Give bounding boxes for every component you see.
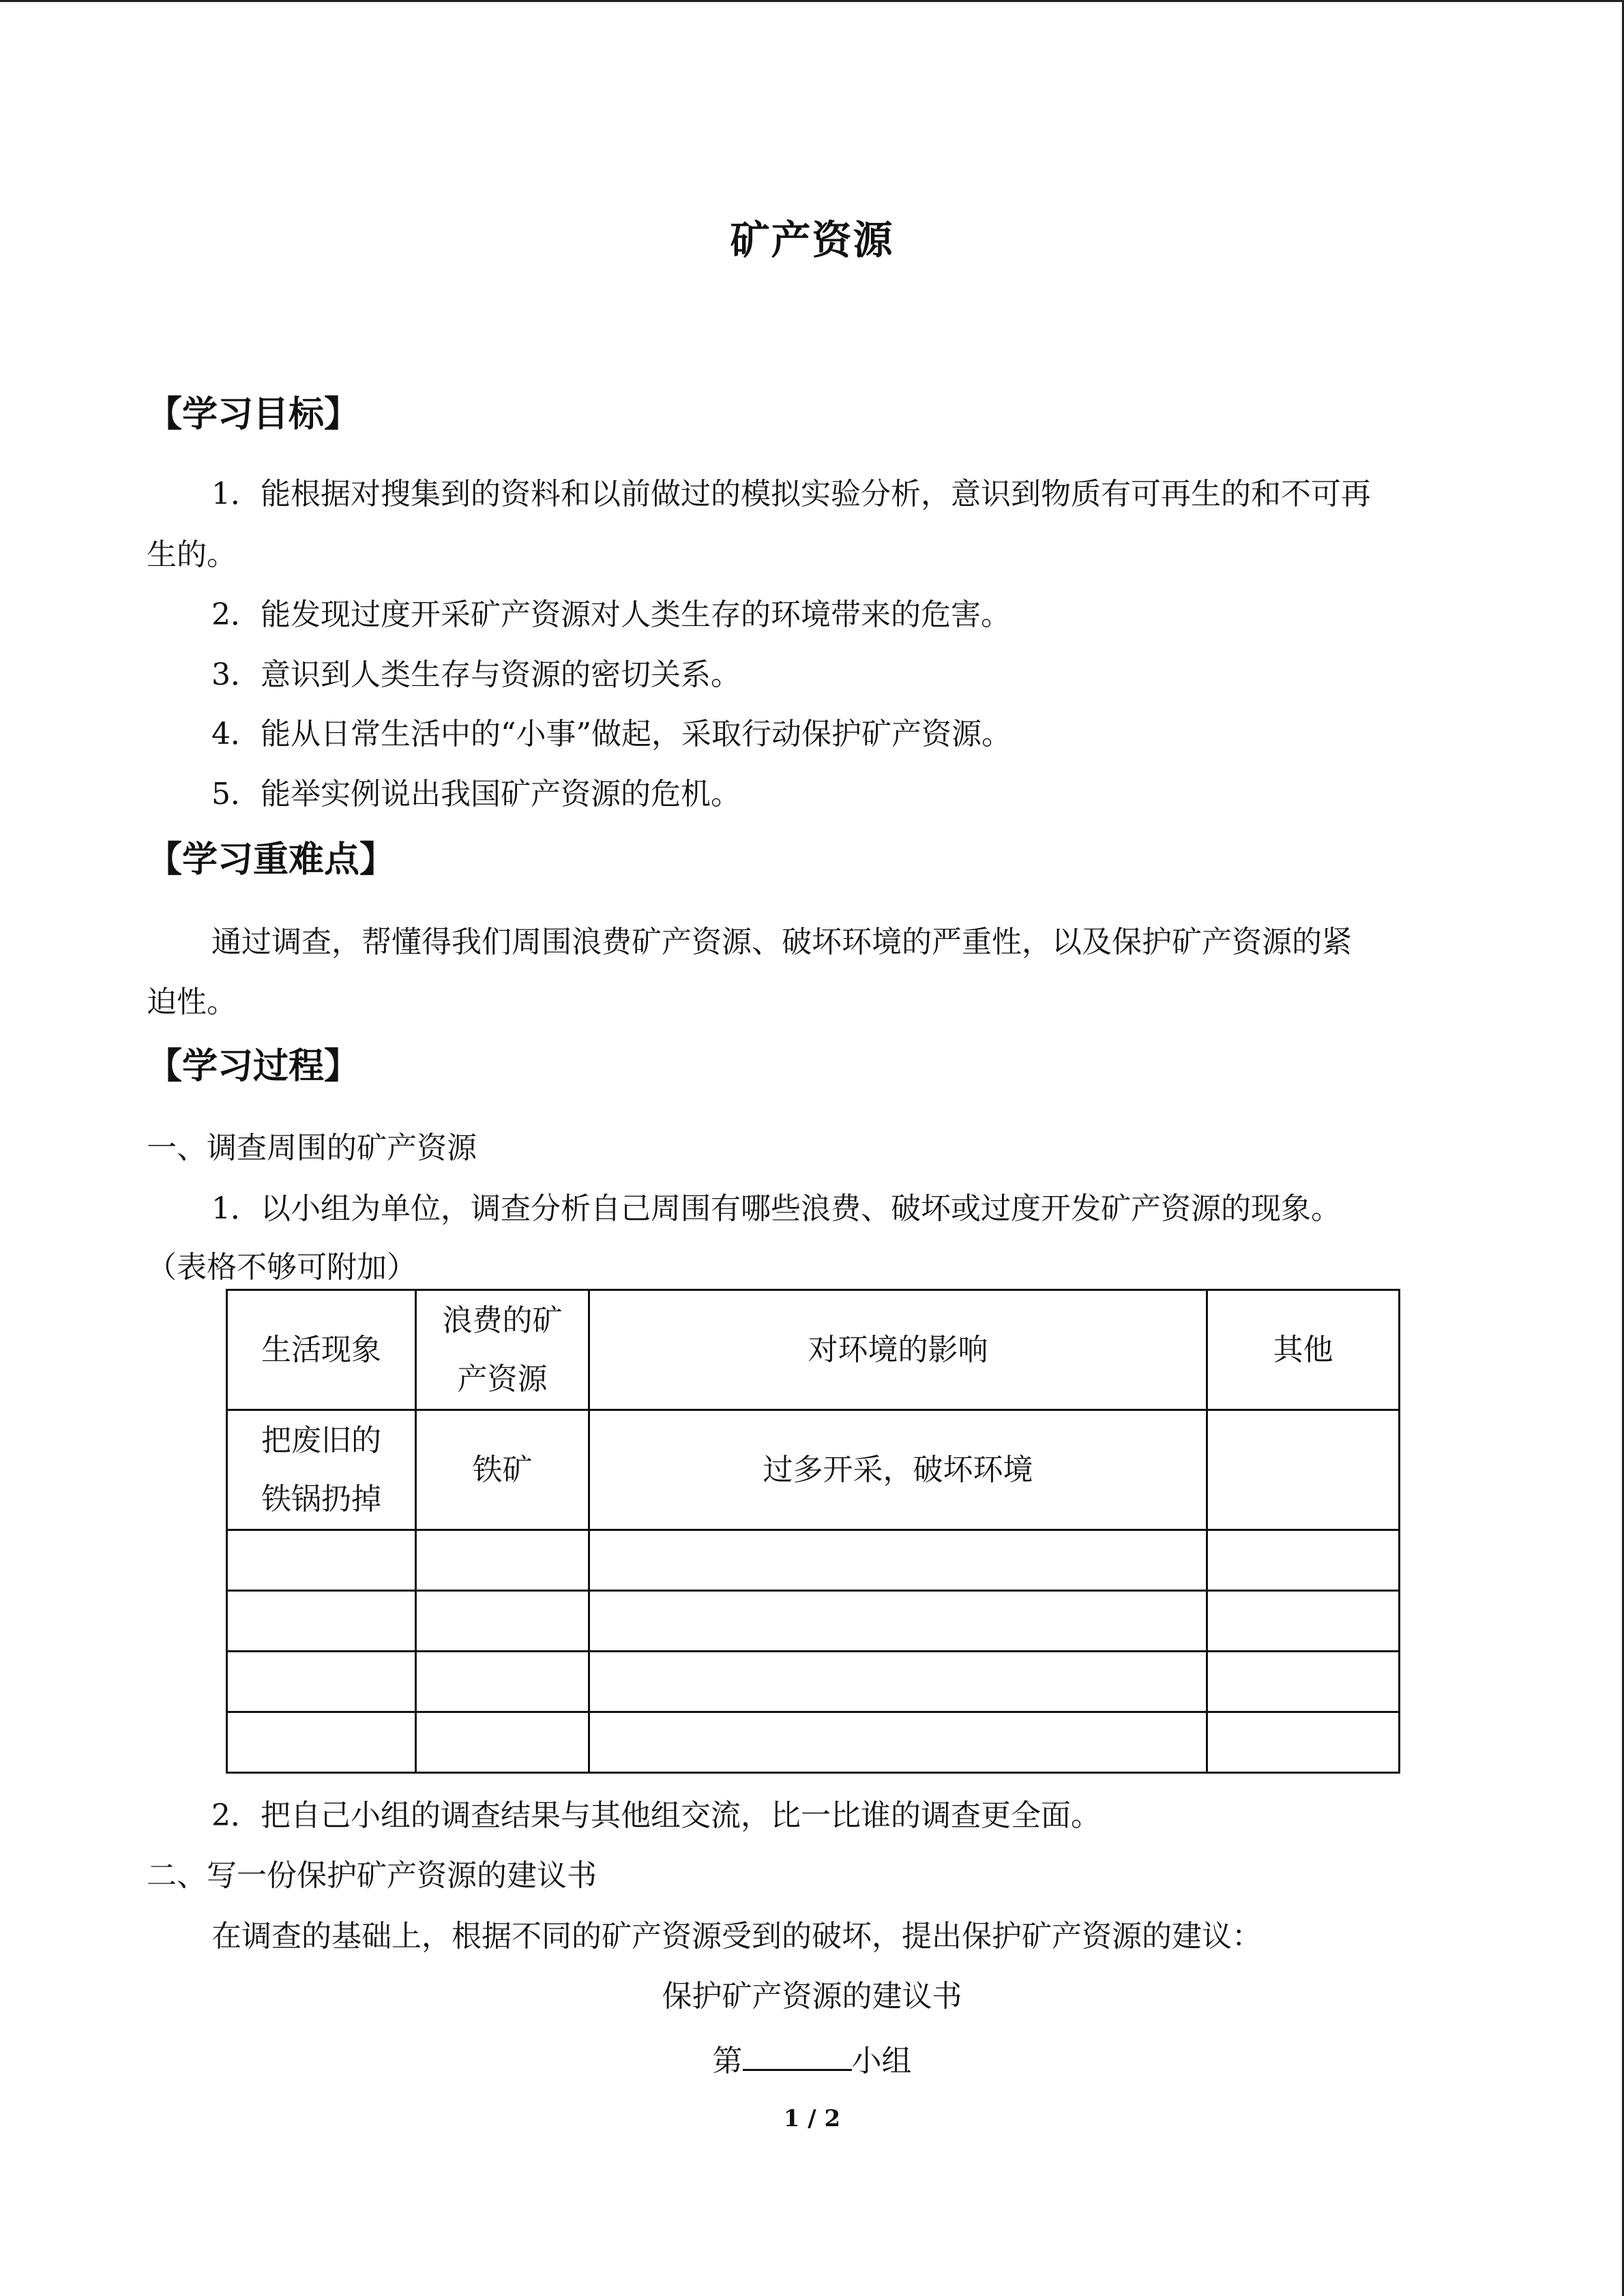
part1-title: 一、调查周围的矿产资源 [147,1131,477,1165]
cell-phenomenon [227,1410,416,1530]
goals-heading: 【学习目标】 [147,393,360,435]
table-row-empty [227,1591,1400,1652]
empty-cell[interactable] [1207,1591,1400,1652]
key-points-line-2: 迫性。 [147,985,237,1019]
page-number: 1 / 2 [783,2105,841,2132]
header-wasted-resource-text: 浪费的矿 产资源 [442,1302,563,1397]
goal-line-1-cont: 生的。 [147,537,237,572]
goal-line-5: 5．能举实例说出我国矿产资源的危机。 [211,777,741,811]
header-phenomenon-text: 生活现象 [261,1332,381,1367]
header-phenomenon [227,1290,416,1410]
header-environment-impact-text: 对环境的影响 [808,1332,988,1367]
empty-cell[interactable] [416,1530,589,1591]
table-note: （表格不够可附加） [147,1250,417,1285]
header-wasted-resource [416,1290,589,1410]
cell-wasted-resource-text: 铁矿 [472,1452,533,1487]
table-header-row [227,1290,1400,1410]
part2-title: 二、写一份保护矿产资源的建议书 [147,1858,597,1893]
key-points-heading: 【学习重难点】 [147,839,396,880]
process-heading: 【学习过程】 [147,1045,360,1087]
goal-line-4: 4．能从日常生活中的“小事”做起，采取行动保护矿产资源。 [211,717,1012,751]
table-row [227,1410,1400,1530]
cell-environment-impact [589,1410,1207,1530]
empty-cell[interactable] [1207,1712,1400,1773]
group-number-blank[interactable] [743,2042,852,2071]
group-line [0,2042,1624,2076]
group-prefix: 第 [712,2044,743,2078]
empty-cell[interactable] [1207,1530,1400,1591]
group-suffix: 小组 [851,2044,912,2078]
empty-cell[interactable] [589,1712,1207,1773]
empty-cell[interactable] [589,1652,1207,1712]
goal-line-2: 2．能发现过度开采矿产资源对人类生存的环境带来的危害。 [211,597,1011,632]
cell-wasted-resource [416,1410,589,1530]
cell-phenomenon-text: 把废旧的 铁锅扔掉 [261,1422,381,1517]
goal-line-3: 3．意识到人类生存与资源的密切关系。 [211,657,741,692]
empty-cell[interactable] [227,1712,416,1773]
cell-other [1207,1410,1400,1530]
page-border-top [0,0,1624,2]
empty-cell[interactable] [416,1652,589,1712]
part1-item2: 2．把自己小组的调查结果与其他组交流，比一比谁的调查更全面。 [211,1798,1101,1833]
header-other [1207,1290,1400,1410]
empty-cell[interactable] [416,1712,589,1773]
table-row-empty [227,1712,1400,1773]
empty-cell[interactable] [227,1530,416,1591]
goal-line-1: 1．能根据对搜集到的资料和以前做过的模拟实验分析，意识到物质有可再生的和不可再 [211,477,1371,511]
table-row-empty [227,1652,1400,1712]
part2-intro: 在调查的基础上，根据不同的矿产资源受到的破坏，提出保护矿产资源的建议： [211,1919,1262,1954]
empty-cell[interactable] [227,1652,416,1712]
survey-table [226,1289,1400,1774]
empty-cell[interactable] [1207,1652,1400,1712]
table-row-empty [227,1530,1400,1591]
document-title: 矿产资源 [730,217,894,263]
empty-cell[interactable] [589,1530,1207,1591]
proposal-title: 保护矿产资源的建议书 [662,1979,962,2014]
empty-cell[interactable] [589,1591,1207,1652]
empty-cell[interactable] [416,1591,589,1652]
key-points-line-1: 通过调查，帮懂得我们周围浪费矿产资源、破坏环境的严重性，以及保护矿产资源的紧 [211,925,1352,959]
empty-cell[interactable] [227,1591,416,1652]
cell-environment-impact-text: 过多开采，破坏环境 [763,1452,1033,1487]
header-other-text: 其他 [1273,1332,1333,1367]
part1-item1: 1．以小组为单位，调查分析自己周围有哪些浪费、破坏或过度开发矿产资源的现象。 [211,1191,1341,1226]
header-environment-impact [589,1290,1207,1410]
